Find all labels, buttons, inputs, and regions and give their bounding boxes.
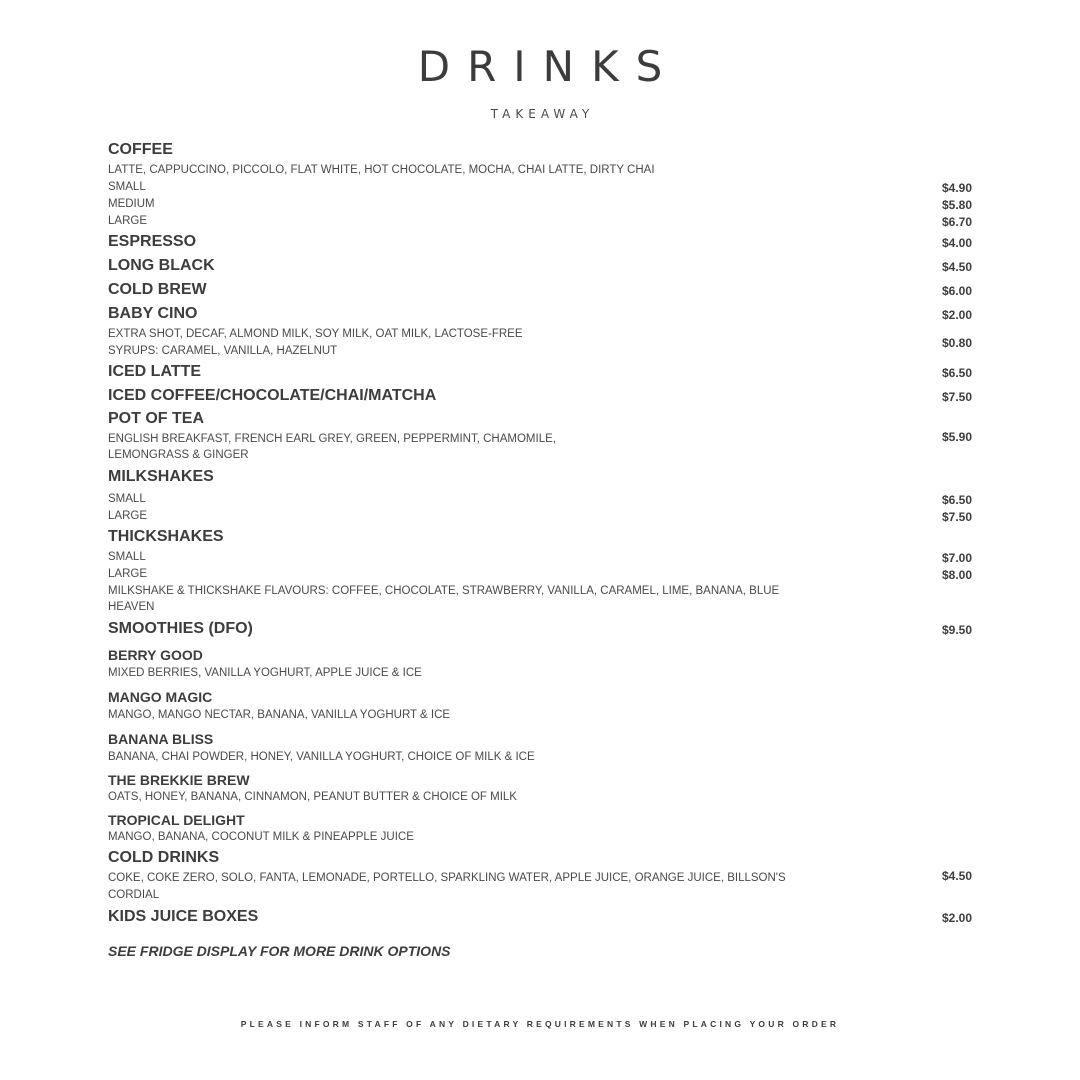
smoothie-berry-good-desc: MIXED BERRIES, VANILLA YOGHURT, APPLE JUICE & ICE — [108, 667, 422, 679]
milkshake-price-small: $6.50 — [941, 493, 972, 507]
milkshake-size-large: LARGE — [108, 510, 147, 522]
iced-latte-price: $6.50 — [941, 366, 972, 380]
cold-drinks-desc-line1: COKE, COKE ZERO, SOLO, FANTA, LEMONADE, PORTELLO, SPARKLING WATER, APPLE JUICE, ORANGE JUICE, BILLSON'S — [108, 872, 786, 884]
section-smoothies: SMOOTHIES (DFO) — [108, 620, 253, 637]
extras-desc: EXTRA SHOT, DECAF, ALMOND MILK, SOY MILK, OAT MILK, LACTOSE-FREE — [108, 328, 523, 340]
smoothie-brekkie-brew-desc: OATS, HONEY, BANANA, CINNAMON, PEANUT BUTTER & CHOICE OF MILK — [108, 791, 517, 803]
smoothie-mango-magic-desc: MANGO, MANGO NECTAR, BANANA, VANILLA YOGHURT & ICE — [108, 709, 451, 721]
coffee-price-large: $6.70 — [941, 215, 972, 229]
smoothie-mango-magic: MANGO MAGIC — [108, 689, 213, 705]
item-kids-juice-boxes: KIDS JUICE BOXES — [108, 908, 259, 925]
long-black-price: $4.50 — [941, 260, 972, 274]
thickshake-size-small: SMALL — [108, 551, 146, 563]
cold-drinks-price: $4.50 — [941, 869, 972, 883]
extras-price: $0.80 — [941, 336, 972, 350]
item-baby-cino: BABY CINO — [108, 305, 198, 322]
menu-subtitle: TAKEAWAY — [490, 107, 595, 121]
smoothie-banana-bliss-desc: BANANA, CHAI POWDER, HONEY, VANILLA YOGHURT, CHOICE OF MILK & ICE — [108, 751, 535, 763]
milkshake-price-large: $7.50 — [941, 510, 972, 524]
coffee-size-small: SMALL — [108, 181, 146, 193]
tea-price: $5.90 — [941, 430, 972, 444]
shake-flavours-line2: HEAVEN — [108, 601, 155, 613]
item-pot-of-tea: POT OF TEA — [108, 410, 204, 427]
cold-drinks-desc-line2: CORDIAL — [108, 889, 160, 901]
menu-title: DRINKS — [417, 42, 680, 91]
milkshake-size-small: SMALL — [108, 493, 146, 505]
item-iced-latte: ICED LATTE — [108, 363, 202, 380]
shake-flavours-line1: MILKSHAKE & THICKSHAKE FLAVOURS: COFFEE, CHOCOLATE, STRAWBERRY, VANILLA, CARAMEL, LIME, BANANA, BLUE — [108, 585, 780, 597]
smoothie-tropical-delight: TROPICAL DELIGHT — [108, 812, 245, 828]
item-cold-brew: COLD BREW — [108, 281, 207, 298]
section-milkshakes: MILKSHAKES — [108, 468, 214, 485]
cold-brew-price: $6.00 — [941, 284, 972, 298]
coffee-desc: LATTE, CAPPUCCINO, PICCOLO, FLAT WHITE, HOT CHOCOLATE, MOCHA, CHAI LATTE, DIRTY CHAI — [108, 164, 655, 176]
syrups-desc: SYRUPS: CARAMEL, VANILLA, HAZELNUT — [108, 345, 338, 357]
section-cold-drinks: COLD DRINKS — [108, 849, 220, 866]
smoothies-price: $9.50 — [941, 623, 972, 637]
smoothie-banana-bliss: BANANA BLISS — [108, 731, 214, 747]
smoothie-berry-good: BERRY GOOD — [108, 647, 203, 663]
coffee-size-medium: MEDIUM — [108, 198, 155, 210]
iced-combo-price: $7.50 — [941, 390, 972, 404]
thickshake-price-large: $8.00 — [941, 568, 972, 582]
baby-cino-price: $2.00 — [941, 308, 972, 322]
kids-juice-price: $2.00 — [941, 911, 972, 925]
espresso-price: $4.00 — [941, 236, 972, 250]
dietary-footer: PLEASE INFORM STAFF OF ANY DIETARY REQUIREMENTS WHEN PLACING YOUR ORDER — [240, 1019, 840, 1029]
section-thickshakes: THICKSHAKES — [108, 528, 224, 545]
item-iced-combo: ICED COFFEE/CHOCOLATE/CHAI/MATCHA — [108, 387, 437, 404]
item-espresso: ESPRESSO — [108, 233, 197, 250]
smoothie-brekkie-brew: THE BREKKIE BREW — [108, 772, 250, 788]
item-long-black: LONG BLACK — [108, 257, 215, 274]
tea-desc-line1: ENGLISH BREAKFAST, FRENCH EARL GREY, GREEN, PEPPERMINT, CHAMOMILE, — [108, 433, 556, 445]
tea-desc-line2: LEMONGRASS & GINGER — [108, 449, 249, 461]
smoothie-tropical-delight-desc: MANGO, BANANA, COCONUT MILK & PINEAPPLE JUICE — [108, 831, 414, 843]
section-coffee: COFFEE — [108, 141, 173, 158]
fridge-note: SEE FRIDGE DISPLAY FOR MORE DRINK OPTIONS — [108, 943, 451, 959]
coffee-size-large: LARGE — [108, 215, 147, 227]
thickshake-size-large: LARGE — [108, 568, 147, 580]
coffee-price-small: $4.90 — [941, 181, 972, 195]
coffee-price-medium: $5.80 — [941, 198, 972, 212]
thickshake-price-small: $7.00 — [941, 551, 972, 565]
